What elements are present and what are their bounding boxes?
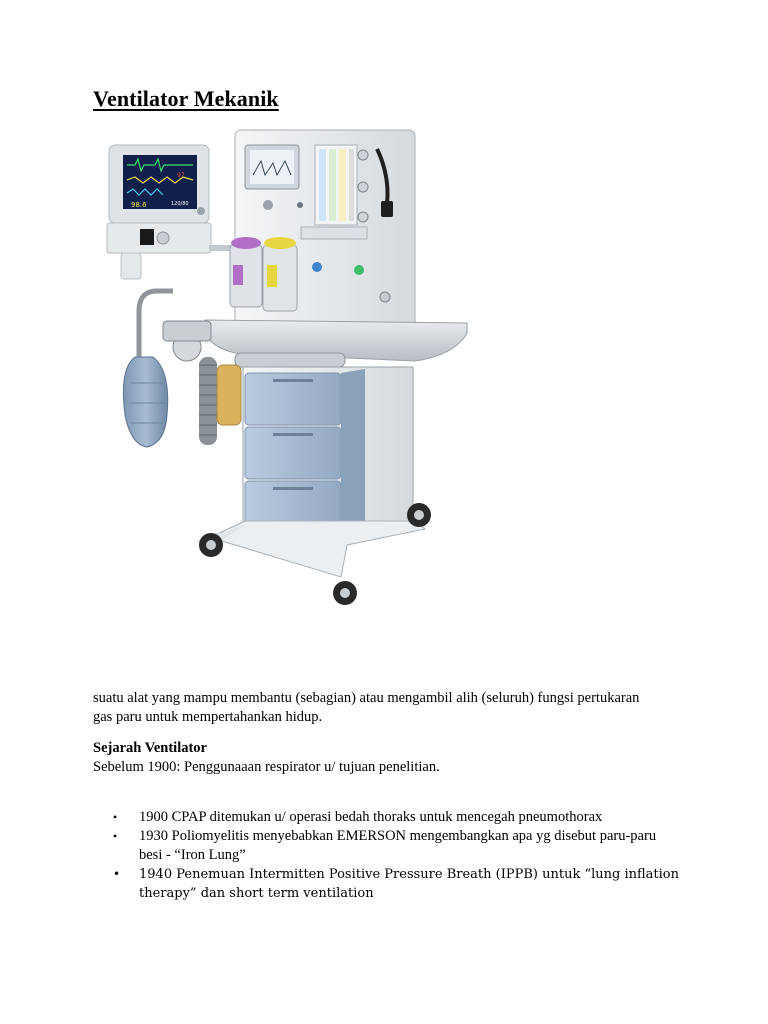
- monitor-reading-3: 120/80: [171, 201, 189, 207]
- history-events-list: [93, 808, 683, 903]
- patient-monitor: [107, 145, 243, 279]
- cabinet: [243, 367, 413, 527]
- monitor-reading-2: 97: [177, 172, 185, 179]
- vaporizers: [230, 237, 297, 311]
- list-item: [93, 865, 683, 903]
- list-item: [93, 827, 683, 865]
- history-heading: Sejarah Ventilator: [93, 740, 207, 756]
- monitor-reading-1: 98.6: [131, 201, 147, 209]
- list-item: [93, 808, 683, 827]
- anesthesia-machine-image: [95, 125, 475, 620]
- bullet-icon: •: [113, 867, 121, 881]
- list-item-text: 1900 CPAP ditemukan u/ operasi bedah thoraks untuk mencegah pneumothorax: [139, 809, 603, 825]
- history-intro: Sebelum 1900: Penggunaaan respirator u/ tujuan penelitian.: [93, 759, 440, 775]
- document-title: Ventilator Mekanik: [93, 86, 279, 111]
- bullet-icon: •: [113, 810, 118, 824]
- definition-paragraph: suatu alat yang mampu membantu (sebagian) atau mengambil alih (seluruh) fungsi pertukaran gas paru untuk mempertahankan hidup.: [93, 690, 640, 725]
- list-item-text: 1930 Poliomyelitis menyebabkan EMERSON mengembangkan apa yg disebut paru-paru besi - “Iron Lung”: [139, 828, 657, 863]
- list-item-text: 1940 Penemuan Intermitten Positive Pressure Breath (IPPB) untuk “lung inflation therapy” dan short term ventilation: [139, 867, 679, 901]
- bullet-icon: •: [113, 829, 118, 843]
- breathing-bag: [123, 357, 167, 447]
